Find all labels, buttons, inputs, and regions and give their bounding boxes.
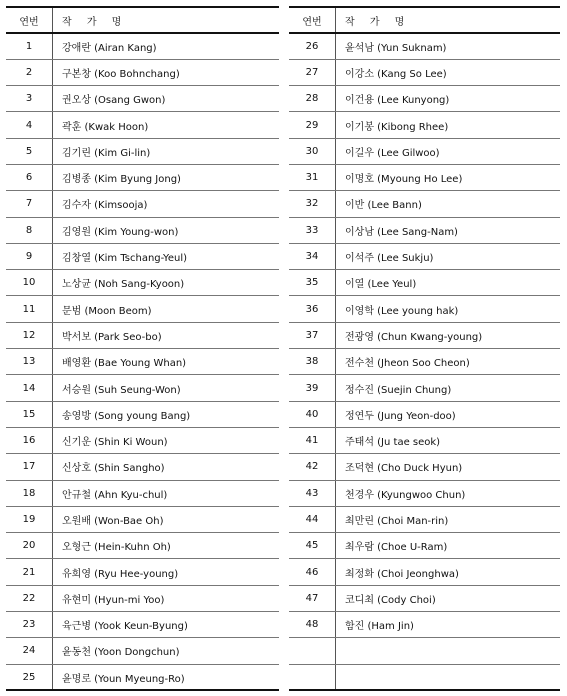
row-number: 37 (289, 322, 336, 348)
row-number: 8 (6, 217, 53, 243)
table-row (6, 638, 279, 664)
row-number: 19 (6, 506, 53, 532)
row-number: 10 (6, 270, 53, 296)
artist-name: 강애란 (Airan Kang) (53, 33, 280, 59)
table-row (289, 349, 560, 375)
table-row (289, 270, 560, 296)
table-row (289, 164, 560, 190)
table-row (6, 585, 279, 611)
row-number: 26 (289, 33, 336, 59)
table-row (289, 585, 560, 611)
table-row (6, 401, 279, 427)
artist-name: 윤동천 (Yoon Dongchun) (53, 638, 280, 664)
header-artist-name: 작 가 명 (336, 7, 561, 33)
row-number: 29 (289, 112, 336, 138)
artist-name: 함진 (Ham Jin) (336, 612, 561, 638)
table-row (289, 33, 560, 59)
table-row (6, 112, 279, 138)
artist-name: 최정화 (Choi Jeonghwa) (336, 559, 561, 585)
artist-name: 김영원 (Kim Young-won) (53, 217, 280, 243)
table-body (289, 33, 560, 690)
artist-name: 이길우 (Lee Gilwoo) (336, 138, 561, 164)
row-number: 36 (289, 296, 336, 322)
row-number: 47 (289, 585, 336, 611)
table-row (289, 86, 560, 112)
table-row (289, 612, 560, 638)
artist-name: 육근병 (Yook Keun-Byung) (53, 612, 280, 638)
table-row (6, 612, 279, 638)
table-row (289, 427, 560, 453)
row-number: 5 (6, 138, 53, 164)
artist-table-right (289, 6, 560, 691)
row-number: 39 (289, 375, 336, 401)
table-row (289, 401, 560, 427)
table-row (289, 454, 560, 480)
row-number: 11 (6, 296, 53, 322)
artist-name: 조덕현 (Cho Duck Hyun) (336, 454, 561, 480)
row-number: 22 (6, 585, 53, 611)
row-number (289, 638, 336, 664)
row-number: 4 (6, 112, 53, 138)
artist-name: 노상균 (Noh Sang-Kyoon) (53, 270, 280, 296)
table-row (6, 375, 279, 401)
artist-name: 권오상 (Osang Gwon) (53, 86, 280, 112)
table-row (6, 559, 279, 585)
artist-name: 천경우 (Kyungwoo Chun) (336, 480, 561, 506)
row-number: 20 (6, 533, 53, 559)
artist-name: 김수자 (Kimsooja) (53, 191, 280, 217)
artist-name: 이명호 (Myoung Ho Lee) (336, 164, 561, 190)
table-row (6, 506, 279, 532)
artist-name: 윤석남 (Yun Suknam) (336, 33, 561, 59)
table-row (289, 506, 560, 532)
artist-name: 송영방 (Song young Bang) (53, 401, 280, 427)
artist-name: 전광영 (Chun Kwang-young) (336, 322, 561, 348)
table-row (289, 638, 560, 664)
row-number: 16 (6, 427, 53, 453)
artist-name: 유현미 (Hyun-mi Yoo) (53, 585, 280, 611)
artist-table-left (6, 6, 279, 691)
row-number: 14 (6, 375, 53, 401)
artist-name: 구본창 (Koo Bohnchang) (53, 59, 280, 85)
artist-name: 오원배 (Won-Bae Oh) (53, 506, 280, 532)
table-row (6, 138, 279, 164)
table-row (289, 217, 560, 243)
row-number: 41 (289, 427, 336, 453)
row-number: 9 (6, 243, 53, 269)
table-row (6, 296, 279, 322)
row-number: 35 (289, 270, 336, 296)
table-row (289, 322, 560, 348)
table-row (6, 86, 279, 112)
table-row (289, 296, 560, 322)
artist-name: 이열 (Lee Yeul) (336, 270, 561, 296)
row-number: 28 (289, 86, 336, 112)
table-row (6, 480, 279, 506)
table-header-row (289, 7, 560, 33)
artist-name: 정연두 (Jung Yeon-doo) (336, 401, 561, 427)
artist-name: 정수진 (Suejin Chung) (336, 375, 561, 401)
artist-name: 전수천 (Jheon Soo Cheon) (336, 349, 561, 375)
table-row (6, 533, 279, 559)
table-row (6, 164, 279, 190)
row-number: 18 (6, 480, 53, 506)
artist-name (336, 664, 561, 690)
row-number: 33 (289, 217, 336, 243)
artist-name: 이강소 (Kang So Lee) (336, 59, 561, 85)
row-number: 23 (6, 612, 53, 638)
header-number: 연번 (6, 7, 53, 33)
table-row (6, 349, 279, 375)
artist-name: 코디최 (Cody Choi) (336, 585, 561, 611)
row-number: 48 (289, 612, 336, 638)
row-number: 15 (6, 401, 53, 427)
row-number: 45 (289, 533, 336, 559)
header-artist-name: 작 가 명 (53, 7, 280, 33)
row-number: 17 (6, 454, 53, 480)
artist-name: 김기린 (Kim Gi-lin) (53, 138, 280, 164)
artist-name: 이기봉 (Kibong Rhee) (336, 112, 561, 138)
row-number: 13 (6, 349, 53, 375)
table-row (289, 59, 560, 85)
row-number: 25 (6, 664, 53, 690)
artist-name: 이영학 (Lee young hak) (336, 296, 561, 322)
row-number: 40 (289, 401, 336, 427)
row-number: 30 (289, 138, 336, 164)
table-row (6, 664, 279, 690)
artist-name: 최만린 (Choi Man-rin) (336, 506, 561, 532)
row-number: 1 (6, 33, 53, 59)
row-number: 2 (6, 59, 53, 85)
artist-name: 최우람 (Choe U-Ram) (336, 533, 561, 559)
row-number: 24 (6, 638, 53, 664)
table-row (6, 270, 279, 296)
artist-name: 이반 (Lee Bann) (336, 191, 561, 217)
row-number: 42 (289, 454, 336, 480)
table-row (289, 375, 560, 401)
artist-name: 곽훈 (Kwak Hoon) (53, 112, 280, 138)
table-row (289, 112, 560, 138)
table-row (6, 322, 279, 348)
row-number: 6 (6, 164, 53, 190)
table-row (6, 59, 279, 85)
artist-name: 김창열 (Kim Tschang-Yeul) (53, 243, 280, 269)
artist-name: 문범 (Moon Beom) (53, 296, 280, 322)
artist-name: 이석주 (Lee Sukju) (336, 243, 561, 269)
row-number (289, 664, 336, 690)
row-number: 44 (289, 506, 336, 532)
table-row (6, 191, 279, 217)
row-number: 43 (289, 480, 336, 506)
artist-name: 오형근 (Hein-Kuhn Oh) (53, 533, 280, 559)
row-number: 46 (289, 559, 336, 585)
row-number: 31 (289, 164, 336, 190)
row-number: 3 (6, 86, 53, 112)
table-row (6, 427, 279, 453)
artist-name: 서승원 (Suh Seung-Won) (53, 375, 280, 401)
table-row (289, 138, 560, 164)
row-number: 34 (289, 243, 336, 269)
table-header-row (6, 7, 279, 33)
artist-name: 배영환 (Bae Young Whan) (53, 349, 280, 375)
table-row (6, 33, 279, 59)
artist-name: 이건용 (Lee Kunyong) (336, 86, 561, 112)
table-row (6, 454, 279, 480)
row-number: 7 (6, 191, 53, 217)
table-row (289, 243, 560, 269)
row-number: 12 (6, 322, 53, 348)
artist-name: 이상남 (Lee Sang-Nam) (336, 217, 561, 243)
artist-name: 윤명로 (Youn Myeung-Ro) (53, 664, 280, 690)
table-row (289, 480, 560, 506)
table-row (289, 664, 560, 690)
table-row (6, 243, 279, 269)
artist-name: 주태석 (Ju tae seok) (336, 427, 561, 453)
header-number: 연번 (289, 7, 336, 33)
table-row (289, 559, 560, 585)
row-number: 21 (6, 559, 53, 585)
artist-name: 김병종 (Kim Byung Jong) (53, 164, 280, 190)
row-number: 32 (289, 191, 336, 217)
artist-name: 안규철 (Ahn Kyu-chul) (53, 480, 280, 506)
row-number: 27 (289, 59, 336, 85)
table-row (6, 217, 279, 243)
artist-name: 신상호 (Shin Sangho) (53, 454, 280, 480)
table-row (289, 191, 560, 217)
row-number: 38 (289, 349, 336, 375)
artist-name: 신기운 (Shin Ki Woun) (53, 427, 280, 453)
artist-name (336, 638, 561, 664)
table-body (6, 33, 279, 690)
artist-name: 박서보 (Park Seo-bo) (53, 322, 280, 348)
artist-name: 유희영 (Ryu Hee-young) (53, 559, 280, 585)
table-row (289, 533, 560, 559)
